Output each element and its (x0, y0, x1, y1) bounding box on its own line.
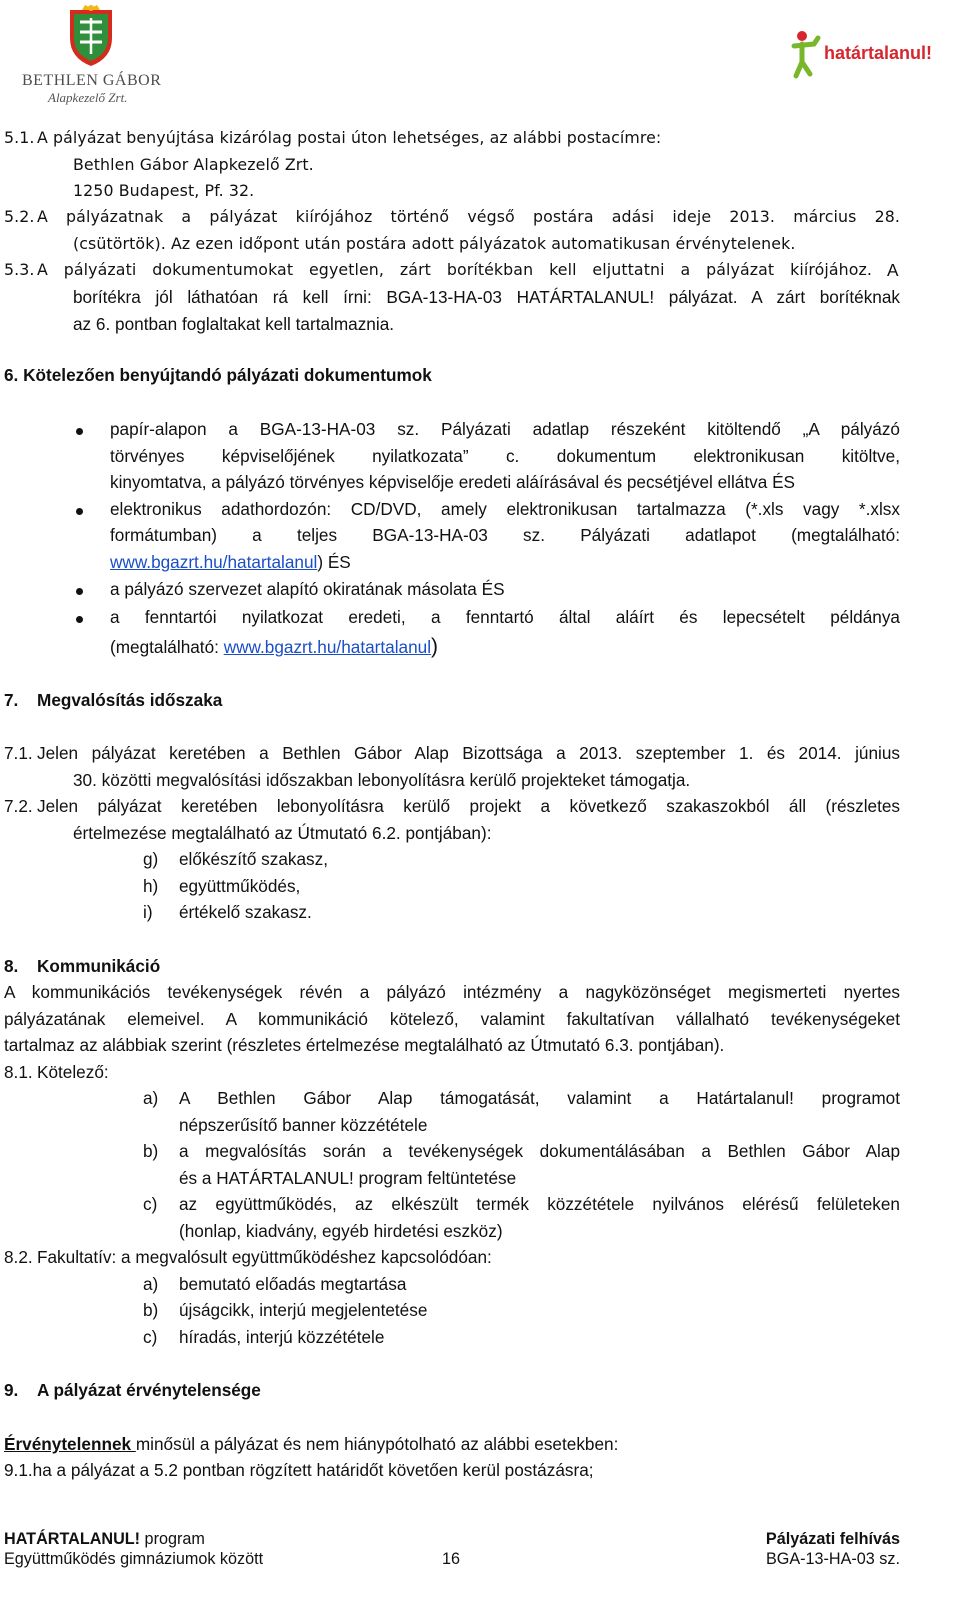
s71-num: 7.1. (4, 743, 33, 763)
s6-b4-line2 (110, 634, 438, 661)
page-number: 16 (442, 1550, 461, 1568)
logo-brand-text: határtalanul! (824, 43, 933, 63)
s82-text: Fakultatív: a megvalósult együttműködéshez kapcsolódóan: (37, 1247, 492, 1267)
s71-line1: Jelen pályázat keretében a Bethlen Gábor Alap Bizottsága a 2013. szeptember 1. és 2014. június (37, 743, 900, 763)
s6-b2-line3 (110, 549, 351, 576)
s6-b1-line2: törvényes képviselőjének nyilatkozata” c. dokumentum elektronikusan kitöltve, (110, 446, 900, 466)
list-marker: a) (143, 1274, 159, 1294)
bullet-icon (76, 428, 83, 435)
s8-heading-num: 8. (4, 956, 19, 976)
list-marker: c) (143, 1327, 158, 1347)
runner-figure-icon (788, 28, 828, 80)
s8-para-line1: A kommunikációs tevékenységek révén a pályázó intézmény a nagyközönséget megismerteti nyertes (4, 982, 900, 1002)
s91-text: 9.1.ha a pályázat a 5.2 pontban rögzített határidőt követően kerül postázásra; (4, 1460, 594, 1480)
s72-line2: értelmezése megtalálható az Útmutató 6.2. pontjában): (73, 823, 492, 843)
s6-b1-line3: kinyomtatva, a pályázó törvényes képviselője eredeti aláírásával és pecsétjével ellátva ÉS (110, 472, 795, 492)
list-item: (honlap, kiadvány, egyéb hirdetési eszköz) (179, 1221, 503, 1241)
list-item: együttműködés, (179, 876, 301, 896)
hatartalanul-link[interactable]: www.bgazrt.hu/hatartalanul (110, 552, 318, 572)
s9-heading: A pályázat érvénytelensége (37, 1380, 261, 1400)
s52-line2: (csütörtök). Az ezen időpont után postára adott pályázatok automatikusan érvénytelenek. (73, 234, 796, 253)
s6-heading: 6. Kötelezően benyújtandó pályázati dokumentumok (4, 365, 432, 385)
s53-line1b: A (887, 260, 899, 280)
footer-program-bold: HATÁRTALANUL! (4, 1530, 141, 1548)
s6-b3-line1: a pályázó szervezet alapító okiratának másolata ÉS (110, 579, 505, 599)
s81-text: Kötelező: (37, 1062, 109, 1082)
s53-line2: borítékra jól láthatóan rá kell írni: BGA-13-HA-03 HATÁRTALANUL! pályázat. A zárt borítéknak (73, 287, 900, 307)
list-item: újságcikk, interjú megjelentetése (179, 1300, 428, 1320)
footer-doc-type: Pályázati felhívás (765, 1530, 900, 1548)
list-item: népszerűsítő banner közzététele (179, 1115, 428, 1135)
s52-line1: A pályázatnak a pályázat kiírójához történő végső postára adási ideje 2013. március 28. (37, 207, 900, 226)
list-item: és a HATÁRTALANUL! program feltüntetése (179, 1168, 517, 1188)
s6-b1-line1: papír-alapon a BGA-13-HA-03 sz. Pályázati adatlap részeként kitöltendő „A pályázó (110, 419, 900, 439)
bullet-icon (76, 616, 83, 623)
s6-b2-line3-rest: ) ÉS (317, 552, 351, 572)
s6-b4-line2-post: ) (431, 635, 439, 658)
s7-heading-num: 7. (4, 690, 19, 710)
list-marker: c) (143, 1194, 158, 1214)
s71-line2: 30. közötti megvalósítási időszakban lebonyolításra kerülő projekteket támogatja. (73, 770, 691, 790)
footer-subtitle: Együttműködés gimnáziumok között (4, 1550, 264, 1568)
s82-num: 8.2. (4, 1247, 33, 1267)
list-item: előkészítő szakasz, (179, 849, 329, 869)
s8-para-line3: tartalmaz az alábbiak szerint (részletes értelmezése megtalálható az Útmutató 6.3. pontjában). (4, 1035, 725, 1055)
s7-heading: Megvalósítás időszaka (37, 690, 223, 710)
s6-b4-line2-pre: (megtalálható: (110, 637, 224, 657)
s6-b4-line1: a fenntartói nyilatkozat eredeti, a fenntartó által aláírt és lepecsételt példánya (110, 607, 900, 627)
s53-line3: az 6. pontban foglaltakat kell tartalmaznia. (73, 314, 395, 334)
footer-doc-code: BGA-13-HA-03 sz. (765, 1550, 900, 1568)
bethlen-gabor-logo (16, 4, 166, 104)
s9-heading-num: 9. (4, 1380, 19, 1400)
s51-num: 5.1. (4, 128, 35, 147)
footer-program-rest: program (140, 1530, 205, 1548)
list-marker: b) (143, 1141, 159, 1161)
logo-name-line2: Alapkezelő Zrt. (48, 90, 128, 105)
logo-name-line1: BETHLEN GÁBOR (22, 72, 162, 89)
hatartalanul-link[interactable]: www.bgazrt.hu/hatartalanul (223, 637, 432, 657)
s81-num: 8.1. (4, 1062, 33, 1082)
s6-b2-line2: formátumban) a teljes BGA-13-HA-03 sz. Pályázati adatlapot (megtalálható: (110, 525, 900, 545)
list-item: az együttműködés, az elkészült termék közzététele nyilvános elérésű felületeken (179, 1194, 900, 1214)
s9-para (4, 1431, 618, 1458)
postal-address-line1: Bethlen Gábor Alapkezelő Zrt. (73, 155, 314, 174)
s9-para-rest: minősül a pályázat és nem hiánypótolható az alábbi esetekben: (135, 1434, 619, 1454)
list-item: híradás, interjú közzététele (179, 1327, 385, 1347)
list-marker: b) (143, 1300, 159, 1320)
footer-program (4, 1529, 205, 1549)
s8-para-line2: pályázatának elemeivel. A kommunikáció kötelező, valamint fakultatívan vállalható tevékenységeket (4, 1009, 900, 1029)
s9-para-emphasis: Érvénytelennek (4, 1434, 136, 1454)
bullet-icon (76, 588, 83, 595)
shield-icon (16, 4, 166, 68)
list-marker: g) (143, 849, 159, 869)
list-item: a megvalósítás során a tevékenységek dokumentálásában a Bethlen Gábor Alap (179, 1141, 900, 1161)
s6-b2-line1: elektronikus adathordozón: CD/DVD, amely elektronikusan tartalmazza (*.xls vagy *.xlsx (110, 499, 900, 519)
s52-num: 5.2. (4, 207, 35, 226)
list-item: bemutató előadás megtartása (179, 1274, 407, 1294)
list-marker: i) (143, 902, 153, 922)
postal-address-line2: 1250 Budapest, Pf. 32. (73, 181, 255, 200)
s8-heading: Kommunikáció (37, 956, 161, 976)
bullet-icon (76, 508, 83, 515)
s72-line1: Jelen pályázat keretében lebonyolításra kerülő projekt a következő szakaszokból áll (részletes (37, 796, 900, 816)
list-marker: a) (143, 1088, 159, 1108)
list-item: A Bethlen Gábor Alap támogatását, valamint a Határtalanul! programot (179, 1088, 900, 1108)
s72-num: 7.2. (4, 796, 33, 816)
list-item: értékelő szakasz. (179, 902, 312, 922)
s53-num: 5.3. (4, 260, 35, 279)
s53-line1a: A pályázati dokumentumokat egyetlen, zárt borítékban kell eljuttatni a pályázat kiírójához. (37, 260, 872, 279)
s51-text: A pályázat benyújtása kizárólag postai úton lehetséges, az alábbi postacímre: (37, 128, 662, 147)
list-marker: h) (143, 876, 159, 896)
hatartalanul-logo (788, 28, 948, 80)
